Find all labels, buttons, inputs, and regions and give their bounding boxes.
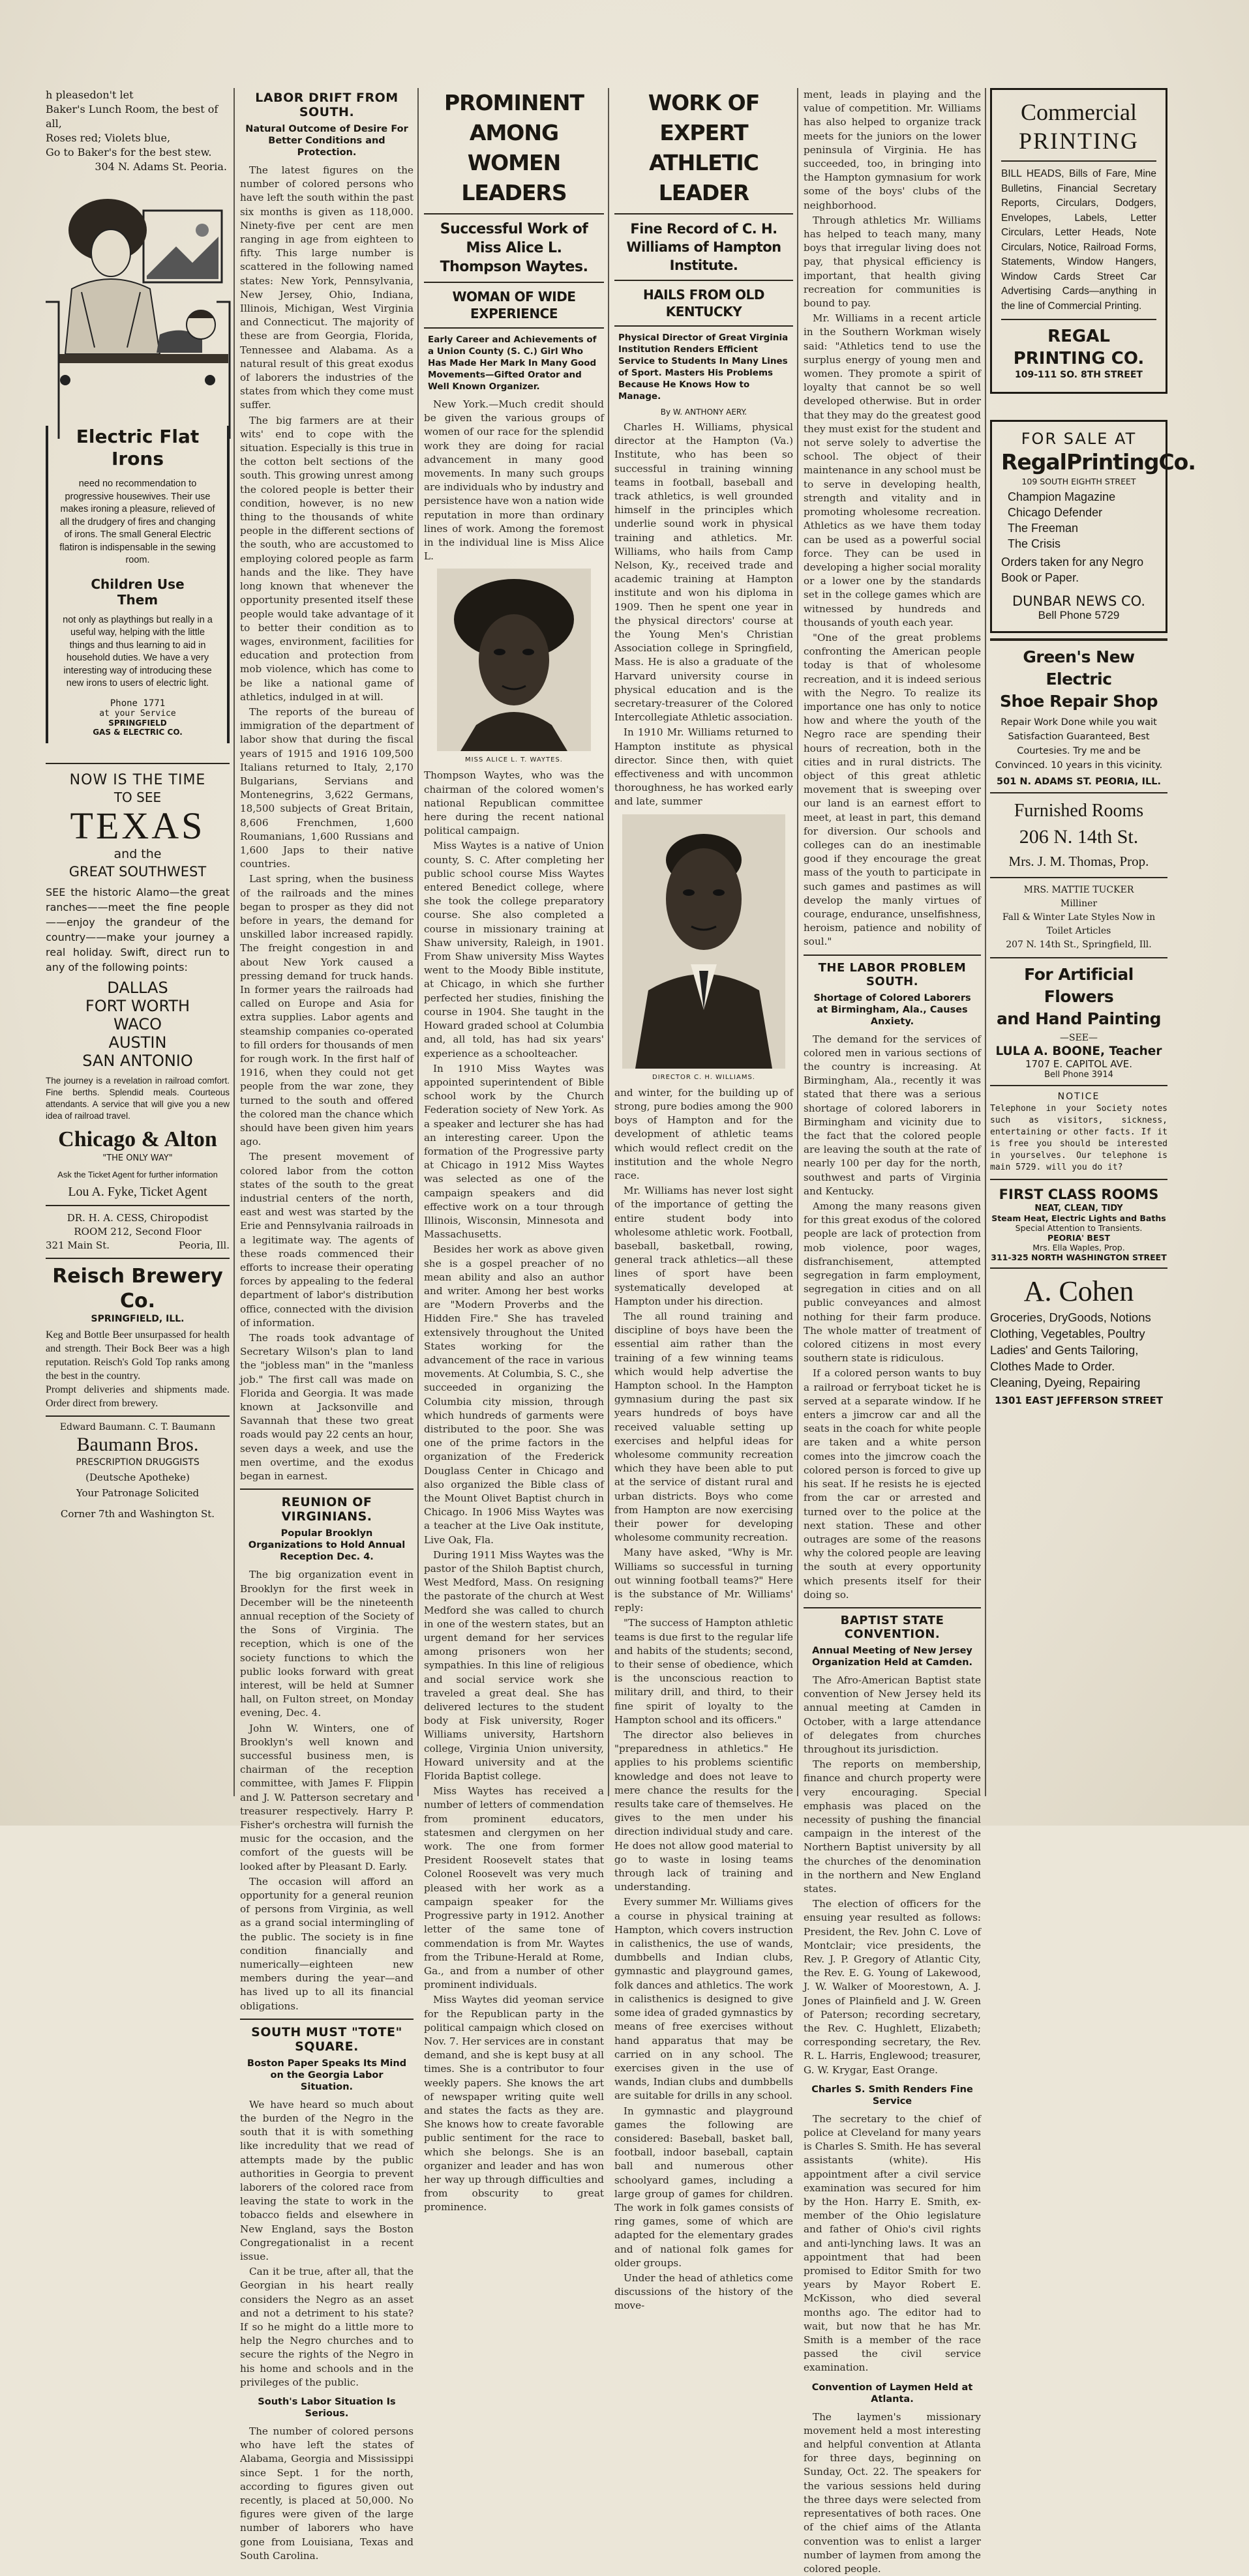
ad-title: FOR SALE AT <box>1021 430 1137 448</box>
ad-address: 321 Main St. <box>46 1239 110 1251</box>
ad-line: Special Attention to Transients. <box>1015 1223 1143 1233</box>
paragraph: New York.—Much credit should be given the various groups of women of our race for the splendid work they are doing for racial advancement in many good movements. In many such groups are individuals who by industry and persistence have won a nation wide reputation in more than ordinary lines of work. Among the foremost in the individual line is Miss Alice L. <box>424 398 604 563</box>
article-body <box>804 1033 981 1602</box>
ad-line: Ask the Ticket Agent for further information <box>57 1169 218 1179</box>
ad-company: GAS & ELECTRIC CO. <box>93 727 183 737</box>
article-body <box>240 164 414 1483</box>
ad-address: 1707 E. CAPITOL AVE. <box>1025 1058 1133 1070</box>
cess-ad <box>46 1211 230 1252</box>
city: AUSTIN <box>108 1033 167 1052</box>
article-body <box>614 421 793 809</box>
ad-company: SPRINGFIELD <box>108 718 167 728</box>
article-body <box>424 398 604 563</box>
ad-address: 207 N. 14th St., Springfield, Ill. <box>1006 940 1152 950</box>
paragraph: The occasion will afford an opportunity for a general reunion of persons from Virginia, as well as a grand social intermingling of the public. The society is in fine condition financially and numerically—eighteen new members during the year—and has lived up to all its financial obligations. <box>240 1875 414 2012</box>
paragraph: Mr. Williams has never lost sight of the importance of getting the entire student body into wholesome athletic work. Football, baseball, basketball, rowing, general track athletics—all these lines of sport have been systematically developed at Hampton under his direction. <box>614 1185 793 1307</box>
ad-line: and the <box>113 846 162 861</box>
ad-body: Keg and Bottle Beer unsurpassed for health and strength. Their Bock Beer was a high reputation. Reisch's Gold Top ranks among the best in the country. <box>46 1329 230 1382</box>
ad-body: BILL HEADS, Bills of Fare, Mine Bulletins, Financial Secretary Reports, Circulars, Dodgers, Envelopes, Labels, Letter Circulars, Letter Heads, Note Circulars, Notice, Railroad Forms, Statements, Window Hangers, Window Cards Street Car Advertising Cards—anything in the line of Commercial Printing. <box>1001 168 1156 312</box>
ad-address: 501 N. ADAMS ST. PEORIA, ILL. <box>997 777 1161 787</box>
magazine-item: Champion Magazine <box>1008 490 1116 503</box>
article-subhead: HAILS FROM OLD KENTUCKY <box>642 287 765 319</box>
ad-title: For Artificial Flowers <box>1024 965 1134 1006</box>
ad-line: 304 N. Adams St. Peoria. <box>95 160 227 173</box>
article-deck: Shortage of Colored Laborers at Birmingham, Ala., Causes Anxiety. <box>813 992 971 1027</box>
ad-line: Your Patronage Solicited <box>76 1487 200 1499</box>
ad-body: The journey is a revelation in railroad comfort. Fine berths. Splendid meals. Courteous attendants. A service that will give you a new idea of railroad travel. <box>46 1075 230 1121</box>
paragraph: ment, leads in playing and the value of competition. Mr. Williams has also helped to organize track meets for the juniors on the lower peninsula of Virginia. He has succeeded, too, in bringing into the Hampton gymnasium for work some of the boys' clubs of the neighborhood. <box>804 89 981 211</box>
shoe-repair-ad <box>990 646 1167 787</box>
ad-sub: Children Use Them <box>91 576 185 608</box>
city: SAN ANTONIO <box>82 1051 193 1070</box>
paragraph: The director also believes in "preparedness in athletics." He applies to his problems scientific knowledge and does not leave to mere chance the results for the results take care of themselves. He gives to the men under his direction individual study and care. He does not allow good material to go to waste in losing teams through lack of training and understanding. <box>614 1729 793 1893</box>
baumann-ad <box>46 1422 230 1520</box>
ad-title: A. Cohen <box>1023 1275 1134 1307</box>
ad-company: RegalPrintingCo. <box>1001 449 1196 475</box>
ad-address: 109-111 SO. 8TH STREET <box>1015 370 1143 380</box>
city-list <box>46 979 230 1070</box>
ad-body: Orders taken for any Negro Book or Paper. <box>1001 555 1144 584</box>
ad-line: (Deutsche Apotheke) <box>85 1471 190 1483</box>
magazine-item: Chicago Defender <box>1008 506 1103 519</box>
ad-body: SEE the historic Alamo—the great ranches——meet the fine people——enjoy the grandeur of the country——make your journey a real holiday. Swift, direct run to any of the following points: <box>46 885 230 973</box>
paragraph: The election of officers for the ensuing year resulted as follows: President, the Rev. John C. Love of Montclair; vice presidents, the Rev. J. P. Gregory of Atlantic City, the Rev. E. G. Young of Lakewood, J. W. Walker of Moorestown, A. J. Jones of Plainfield and J. W. Green of Paterson; recording secretary, the Rev. C. Hughlett, Elizabeth; corresponding secretary, the Rev. R. L. Harris, Englewood; treasurer, G. W. Krygar, East Orange. <box>804 1898 981 2076</box>
article-deck: Boston Paper Speaks Its Mind on the Georgia Labor Situation. <box>247 2058 407 2092</box>
for-sale-ad <box>990 420 1196 633</box>
paragraph: The latest figures on the number of colored persons who have left the south within the past six months is given as 118,000. Ninety-five per cent are men ranging in age from eighteen to fifty. This large number is scattered in the following named states: New York, Pennsylvania, New Jersey, Ohio, Indiana, Illinois, Michigan, West Virginia and Connecticut. The majority of these are from Georgia, Florida, Tennessee and Alabama. As a natural result of this great exodus of laborers the industries of the states from which they come must suffer. <box>240 164 414 411</box>
ad-phone: Bell Phone 5729 <box>1038 609 1120 621</box>
article-headline: BAPTIST STATE CONVENTION. <box>840 1613 944 1641</box>
article-body <box>424 769 604 2214</box>
ad-line: Toilet Articles <box>1046 926 1111 936</box>
paragraph: The Afro-American Baptist state convention of New Jersey held its annual meeting at Camden in October, with a large attendance of delegates from churches throughout its jurisdiction. <box>804 1674 981 1755</box>
paragraph: The laymen's missionary movement held a most interesting and helpful convention at Atlanta for three days, beginning on Sunday, Oct. 22. The speakers for the various sessions held during the three days were selected from representatives of both races. One of the chief aims of the Atlanta convention was to enlist a larger number of laymen from among the colored people. <box>804 2410 981 2575</box>
ad-address: 1301 EAST JEFFERSON STREET <box>995 1395 1163 1406</box>
ad-line: NOW IS THE TIME <box>69 771 206 788</box>
column-3 <box>424 88 604 2213</box>
ad-line: Baker's Lunch Room, the best of all, <box>46 103 218 130</box>
illustration-svg <box>46 185 230 439</box>
article-deck: South's Labor Situation Is Serious. <box>258 2397 396 2420</box>
paragraph: Miss Waytes has received a number of letters of commendation from prominent educators, statesmen and clergymen on her work. The one from former President Roosevelt states that Colonel Roosevelt was very much pleased with her work as a campaign speaker for the Progressive party in 1912. Another letter of the same tone of commendation is from Mr. Waytes from the Tribune-Herald at Rome, Ga., and from a number of other prominent individuals. <box>424 1785 604 1991</box>
paragraph: Every summer Mr. Williams gives a course in physical training at Hampton, which covers instruction in calisthenics, the use of wands, dumbbells and Indian clubs, gymnastic and playground games, folk dances and athletics. The work in calisthenics is designed to give some idea of graded gymnastics by means of free exercises without hand apparatus that may be carried on in any school. The exercises given in the use of wands, Indian clubs and dumbbells are suitable for drills in any school. <box>614 1896 793 2102</box>
ad-body: Telephone in your Society notes such as visitors, sickness, entertaining or other facts. If it is free you should be interested in yourselves. Our telephone is main 5729. will you do it? <box>990 1104 1167 1172</box>
byline: By W. ANTHONY AERY. <box>660 407 747 417</box>
article-subhead: Successful Work of Miss Alice L. Thompson Waytes. <box>440 221 588 275</box>
ad-line: Mrs. Ella Waples, Prop. <box>1032 1243 1125 1252</box>
ad-body: need no recommendation to progressive housewives. Their use makes ironing a pleasure, relieved of all the drudgery of fires and changing of irons. The small General Electric flatiron is indispensable in the sewing room. <box>59 479 216 565</box>
paragraph: Charles H. Williams, physical director at the Hampton (Va.) Institute, who has been so successful in training winning teams in football, baseball and track athletics, is well grounded himself in the principles which underlie sound work in physical training and athletics. Mr. Williams, who hails from Camp Nelson, Ky., received trade and academic training at Hampton institute and won his diploma in 1909. Then he spent one year in the physical directors' course at the Young Men's Christian Association college in Springfield, Mass. He is also a graduate of the Harvard university course in physical education and is the secretary-treasurer of the Colored Intercollegiate Athletic association. <box>614 421 793 724</box>
article-deck: Convention of Laymen Held at Atlanta. <box>811 2382 973 2405</box>
paragraph: "The success of Hampton athletic teams is due first to the regular life and habits of the students; second, to their sense of obedience, which is the unconscious reaction to military drill, and third, to their fine spirit of loyalty to the Hampton school and its officers." <box>614 1617 793 1726</box>
paragraph: The all round training and discipline of boys have been the essential aim rather than the training of a few winning teams which would help advertise the Hampton school. In the Hampton gymnasium during the past six years hundreds of boys have received valuable setting up exercises and helpful ideas for wholesome community recreation which they have been able to put at the service of distant rural and urban districts. Boys who come from Hampton are now exercising their power for developing wholesome community recreation. <box>614 1310 793 1544</box>
paragraph: The reports on membership, finance and church property were very encouraging. Special emphasis was placed on the necessity of pushing the financial campaign in the interest of the Northern Baptist university by all the churches of the denomination in the northern and New England states. <box>804 1758 981 1895</box>
ad-title: Green's New Electric <box>1023 647 1135 688</box>
railroad-name: Chicago & Alton <box>58 1127 217 1151</box>
first-class-rooms-ad <box>990 1185 1167 1262</box>
ad-title: and Hand Painting <box>996 1009 1162 1028</box>
column-rule <box>985 88 986 1796</box>
article-deck: Natural Outcome of Desire For Better Conditions and Protection. <box>245 124 408 158</box>
reisch-brewery-ad <box>46 1264 230 1410</box>
cohen-grocery-ad <box>990 1274 1167 1406</box>
portrait-svg <box>622 814 785 1069</box>
paragraph: In 1910 Miss Waytes was appointed superintendent of Bible school work by the Church Federation society of New York. As a speaker and lecturer she has had an interesting career. Upon the formation of the Progressive party at Chicago in 1912 Miss Waytes was selected as one of the campaign speakers and did effective work on a tour through Illinois, Wisconsin, Minnesota and Massachusetts. <box>424 1062 604 1241</box>
ad-line: Roses red; Violets blue, <box>46 132 171 144</box>
column-1 <box>46 88 230 1796</box>
ad-city: Peoria, Ill. <box>178 1239 230 1251</box>
city: WACO <box>113 1014 162 1033</box>
commercial-printing-ad <box>990 88 1167 394</box>
paragraph: In gymnastic and playground games the following are considered: Baseball, basket ball, football, indoor baseball, captain ball and numerous other schoolyard games, including a large group of games for children. The work in folk games consists of ring games, some of which are adapted for the elementary grades and of national folk games for older groups. <box>614 2105 793 2269</box>
article-deck: Charles S. Smith Renders Fine Service <box>811 2084 973 2107</box>
photo-caption: MISS ALICE L. T. WAYTES. <box>465 756 563 764</box>
ad-company: REGAL PRINTING CO. <box>1013 327 1145 368</box>
furnished-rooms-ad <box>990 799 1167 872</box>
ad-line: PRESCRIPTION DRUGGISTS <box>76 1457 200 1468</box>
paragraph: The big organization event in Brooklyn for the first week in December will be the nineteenth annual reception of the Society of the Sons of Virginia. The reception, which is one of the society functions to which the public looks forward with great interest, will be held at Sumner hall, on Fulton street, on Monday evening, Dec. 4. <box>240 1569 414 1719</box>
paragraph: John W. Winters, one of Brooklyn's well known and successful business men, is chairman of the reception committee, with James F. Flippin and J. W. Patterson secretary and treasurer respectively. Harry P. Fisher's orchestra will furnish the music for the occasion, and the comfort of the guests will be looked after by Pleasant D. Early. <box>240 1722 414 1873</box>
ad-line: Steam Heat, Electric Lights and Baths <box>991 1213 1166 1223</box>
column-rule <box>797 88 798 1796</box>
woman-ironing-illustration <box>46 185 230 439</box>
column-5 <box>804 88 981 2575</box>
magazine-list <box>1001 489 1156 552</box>
city: DALLAS <box>107 978 168 997</box>
paragraph: The secretary to the chief of police at Cleveland for many years is Charles S. Smith. He has several assistants (white). His appointment after a civil service examination was secured for him by the Hon. Harry E. Smith, ex-member of the Ohio legislature and father of Ohio's civil rights and anti-lynching laws. It was an appointment that had been promised to Editor Smith for two years by Mayor Robert E. McKisson, who died several months ago. The editor had to wait, but now that he has Mr. Smith is a member of the race passed the civil service examination. <box>804 2112 981 2374</box>
article-headline: REUNION OF VIRGINIANS. <box>281 1495 372 1524</box>
article-headline: SOUTH MUST "TOTE" SQUARE. <box>251 2024 402 2054</box>
ad-line: Edward Baumann. C. T. Baumann <box>59 1421 216 1432</box>
ad-title: MRS. MATTIE TUCKER <box>1023 885 1134 895</box>
paragraph: The big farmers are at their wits' end to cope with the situation. Especially is this true in the cotton belt sections of the south. This growing unrest among the colored people is better their condition, however, is no new thing to the thousands of white people in the different sections of the south, who are accustomed to employing colored people as farm hands and the like. They have long known that whenever the opportunity presented itself these people would take advantage of it to better their condition as to wages, environment, facilities for education and protection from mob violence, which has come to be like a national game of athletics, indulged in at will. <box>240 414 414 703</box>
paragraph: Under the head of athletics come discussions of the history of the move- <box>614 2272 793 2312</box>
column-rule <box>417 88 419 1796</box>
ad-address: 206 N. 14th St. <box>1019 826 1139 848</box>
column-2 <box>240 88 414 2562</box>
ad-phone: Phone 1771 <box>110 698 166 709</box>
ad-line: DR. H. A. CESS, Chiropodist <box>67 1211 209 1224</box>
ad-line: Milliner <box>1060 898 1098 909</box>
ad-title: Electric Flat Irons <box>76 426 200 469</box>
article-body <box>240 2425 414 2563</box>
article-body <box>804 2112 981 2375</box>
ad-line: NEAT, CLEAN, TIDY <box>1034 1204 1123 1213</box>
paragraph: The reports of the bureau of immigration of the department of labor show that during the fiscal years of 1915 and 1916 109,500 Italians returned to Italy, 2,170 Bulgarians, Servians and Montenegrins, 3,622 Germans, 18,500 subjects of Great Britain, 8,606 Frenchmen, 1,600 Roumanians, 1,600 Russians and 1,600 Japs to their native countries. <box>240 705 414 870</box>
photo-caption: DIRECTOR C. H. WILLIAMS. <box>652 1073 755 1081</box>
bakers-ad <box>46 88 230 174</box>
paragraph: Mr. Williams in a recent article in the Southern Workman wisely said: "Athletics tend to use the surplus energy of young men and women. They promote a spirit of loyalty that cannot be so well developed otherwise. But in order that they may do the greatest good they must exist for the student and not serve solely to advertise the school. The object of their maintenance in any school must be to serve in developing health, strength and vitality and in promoting wholesome recreation. Athletics as we have them today can be used as a powerful social force. They can be used in developing a higher social morality or a lower one by the standards set in the college games which are witnessed by hundreds and thousands of youth each year. <box>804 312 981 629</box>
article-deck: Popular Brooklyn Organizations to Hold Annual Reception Dec. 4. <box>248 1528 406 1563</box>
artificial-flowers-ad <box>990 964 1167 1080</box>
article-body <box>614 1086 793 2313</box>
ad-address: 311-325 NORTH WASHINGTON STREET <box>991 1252 1167 1262</box>
article-subhead: Fine Record of C. H. Williams of Hampton Institute. <box>626 221 781 273</box>
ad-headline: TEXAS <box>70 804 205 847</box>
ad-line <box>46 1239 230 1252</box>
article-body <box>240 1568 414 2013</box>
column-rule <box>233 88 235 1796</box>
paragraph: Miss Waytes is a native of Union county, S. C. After completing her public school course Miss Waytes entered Benedict college, where she took the college preparatory course. She also completed a course in missionary training at Shaw university, Raleigh, in 1901. From Shaw university Miss Waytes went to the Moody Bible institute, at Chicago, in which she further perfected her studies, finishing the course in 1904. She taught in the Howard graded school at Columbia and, all told, has had six years' experience as a schoolteacher. <box>424 840 604 1059</box>
paragraph: Besides her work as above given she is a gospel preacher of no mean ability and also an author and writer. Among her best works are "Modern Proverbs and the Hidden Fire." She has traveled extensively throughout the United States working for the advancement of the race in various movements. At Columbia, S. C., she succeeded in organizing the Columbia city mission, through which hundreds of garments were distributed to the poor. She was one of the prime factors in the organization of the Frederick Douglass Center in Chicago and also organized the Bible class of the Mount Olivet Baptist church in Chicago. In 1906 Miss Waytes was a teacher at the Live Oak institute, Live Oak, Fla. <box>424 1243 604 1546</box>
ad-title: FIRST CLASS ROOMS <box>999 1187 1159 1202</box>
ad-body: Groceries, DryGoods, Notions Clothing, Vegetables, Poultry Ladies' and Gents Tailoring, Clothes Made to Order. Cleaning, Dyeing, Repairing <box>990 1310 1151 1389</box>
magazine-item: The Crisis <box>1008 537 1061 550</box>
portrait-svg <box>437 569 591 751</box>
texas-ad <box>46 772 230 1200</box>
paragraph: Thompson Waytes, who was the chairman of the colored women's national Republican committee here during the recent national political campaign. <box>424 769 604 837</box>
article-deck: Physical Director of Great Virginia Institution Renders Efficient Service to Students In Many Lines of Sport. Masters His Problems Because He Knows How to Manage. <box>618 333 789 402</box>
ad-city: SPRINGFIELD, ILL. <box>91 1313 185 1324</box>
article-deck: Annual Meeting of New Jersey Organization Held at Camden. <box>811 1645 973 1668</box>
article-headline: THE LABOR PROBLEM SOUTH. <box>818 960 967 988</box>
article-body <box>240 2098 414 2390</box>
ad-line: Corner 7th and Washington St. <box>60 1507 215 1520</box>
ad-title: Reisch Brewery Co. <box>52 1264 223 1312</box>
ad-line: Go to Baker's for the best stew. <box>46 146 212 158</box>
ad-line: "THE ONLY WAY" <box>102 1153 173 1163</box>
ad-company: DUNBAR NEWS CO. <box>1012 593 1146 609</box>
ad-service: at your Service <box>99 708 176 718</box>
column-rule <box>608 88 609 1796</box>
portrait-photo <box>437 569 591 751</box>
ad-name: LULA A. BOONE, Teacher <box>995 1044 1162 1058</box>
ad-title: Shoe Repair Shop <box>999 692 1158 711</box>
ad-line: h pleasedon't let <box>46 89 134 101</box>
magazine-item: The Freeman <box>1008 522 1079 535</box>
paragraph: Through athletics Mr. Williams has helped to teach many, many boys that irregular living does not pay, that physical efficiency is important, that health giving recreation for communities is bound to pay. <box>804 214 981 310</box>
paragraph: The roads took advantage of Secretary Wilson's plan to land the "jobless man" in the "manless job." The first call was made on Florida and Georgia. It was made known at Jacksonville and Savannah that these two great roads would pay 22 cents an hour, seven days a week, and use the men overtime, and the exodus began in earnest. <box>240 1332 414 1483</box>
portrait-photo <box>622 814 785 1069</box>
ad-line: PEORIA' BEST <box>1047 1233 1111 1243</box>
electric-flat-irons-ad <box>46 426 230 743</box>
ad-body: Prompt deliveries and shipments made. Order direct from brewery. <box>46 1384 230 1409</box>
paragraph: "One of the great problems confronting the American people today is that of wholesome recreation, and it is indeed serious with the Negro. To realize its importance one has only to notice how and where the youth of the Negro race are spending their hours of recreation, both in the cities and in rural districts. The object of this great athletic movement that is sweeping over our land is an earnest effort to meet, at least in part, this demand for diversion. Our schools and colleges can do an inestimable good if they encourage the great mass of the youth to participate in such games and pastimes as will develop the manly virtues of courage, endurance, unselfishness, heroism, patience and nobility of soul." <box>804 631 981 948</box>
article-headline: WORK OF EXPERT ATHLETIC LEADER <box>648 90 760 205</box>
ad-line: —SEE— <box>1059 1033 1098 1043</box>
paragraph: Miss Waytes did yeoman service for the Republican party in the political campaign which closed on Nov. 7. Her services are in constant demand, and she is kept busy at all times. She is a contributor to four weekly papers. She knows the art of newspaper writing quite well and states the facts as they are. She knows how to create favorable public sentiment for the race to which she belongs. She is an organizer and leader and has won her way up through difficulties and from obscurity to great prominence. <box>424 1994 604 2213</box>
article-body <box>804 2410 981 2576</box>
article-headline: PROMINENT AMONG WOMEN LEADERS <box>444 90 584 205</box>
ad-title: PRINTING <box>1019 128 1139 154</box>
article-body <box>804 1674 981 2077</box>
article-headline: LABOR DRIFT FROM SOUTH. <box>255 91 399 119</box>
ad-phone: Bell Phone 3914 <box>1044 1070 1113 1080</box>
ad-line: TO SEE <box>113 789 162 805</box>
paragraph: In 1910 Mr. Williams returned to Hampton institute as physical director. Since then, with quiet effectiveness and with uncommon thoroughness, he has worked early and late, summer <box>614 726 793 808</box>
paragraph: During 1911 Miss Waytes was the pastor of the Shiloh Baptist church, West Medford, Mass. On resigning the pastorate of the church at West Medford she was called to church in one of the western states, but an urgent demand for her services among prisoners won her sympathies. In this line of religious and social service work she traveled a great deal. She has delivered lectures to the student body at Fisk university, Roger Williams university, Hartshorn college, Virginia Union university, Howard university and at the Florida Baptist college. <box>424 1548 604 1783</box>
paragraph: The number of colored persons who have left the states of Alabama, Georgia and Mississippi since Sept. 1 for the north, according to figures given out recently, is placed at 50,000. No figures were given of the large number of laborers who have gone from Louisiana, Texas and South Carolina. <box>240 2425 414 2562</box>
ad-title: NOTICE <box>1057 1091 1100 1102</box>
ad-line: Fall & Winter Late Styles Now in <box>1002 912 1156 923</box>
paragraph: Among the many reasons given for this great exodus of the colored people are lack of protection from mob violence, poor wages, disfranchisement, attempted segregation in farm employment, segregation in cities and on all public conveyances and almost nothing for their farm produce. The whole matter of treatment of colored citizens in most every southern state is ridiculous. <box>804 1200 981 1365</box>
ad-title: Baumann Bros. <box>76 1433 199 1455</box>
ad-body: Repair Work Done while you wait Satisfaction Guaranteed, Best Courtesies. Try me and be Convinced. 10 years in this vicinity. <box>995 717 1163 771</box>
column-6 <box>990 88 1196 1796</box>
ad-line: Lou A. Fyke, Ticket Agent <box>68 1184 207 1199</box>
ad-body: not only as playthings but really in a useful way, helping with the little things and thus learning to aid in household duties. We have a very interesting way of introducing these new irons to users of electric light. <box>63 614 213 688</box>
ad-line: ROOM 212, Second Floor <box>74 1225 202 1237</box>
notice-ad <box>990 1091 1167 1174</box>
column-4 <box>614 88 793 2312</box>
ad-line: GREAT SOUTHWEST <box>68 863 207 880</box>
paragraph: Last spring, when the business of the railroads and the mines began to prosper as they did not before in years, the demand for unskilled labor increased rapidly. The freight congestion in and about New York caused a pressing demand for truck hands. In former years the railroads had called on Europe and Asia for extra supplies. Labor agents and steamship companies co-operated to fill orders for thousands of men for rough work. In the first half of 1916, when they could not get people from the war zone, they turned to the south and offered the colored man the chance which should have been given him years ago. <box>240 873 414 1148</box>
ad-title: Commercial <box>1021 99 1137 125</box>
article-body <box>804 88 981 949</box>
ad-title: Furnished Rooms <box>1014 801 1144 821</box>
paragraph: Many have asked, "Why is Mr. Williams so successful in turning out winning football teams?" Here is the substance of Mr. Williams' reply: <box>614 1547 793 1614</box>
paragraph: The present movement of colored labor from the cotton states of the south to the great industrial centers of the north, east and west was started by the Erie and Pennsylvania railroads in a legitimate way. The agents of these roads commenced their efforts to increase their operating forces by appealing to the federal department of labor's distribution office, connected with the division of information. <box>240 1151 414 1329</box>
ad-address: 109 SOUTH EIGHTH STREET <box>1021 477 1136 486</box>
paragraph: We have heard so much about the burden of the Negro in the south that it is with something like incredulity that we read of attempts made by the public authorities in Georgia to prevent laborers of the colored race from leaving the state to work in the tobacco fields and elsewhere in New England, says the Boston Congregationalist in a recent issue. <box>240 2098 414 2263</box>
article-deck: Early Career and Achievements of a Union County (S. C.) Girl Who Has Made Her Mark In Many Good Movements—Gifted Orator and Well Known Organizer. <box>428 334 597 392</box>
milliner-ad <box>990 883 1167 952</box>
ad-line: Mrs. J. M. Thomas, Prop. <box>1008 853 1149 869</box>
paragraph: If a colored person wants to buy a railroad or ferryboat ticket he is served at a separate window. If he enters a jimcrow car and all the seats in the coach for white people are taken and a white person comes into the jimcrow coach the colored person is forced to give up his seat. If he resists he is ejected from the car or arrested and turned over to the police at the next station. These and other outrages are some of the reasons why the colored people are leaving the south at every opportunity which presents itself for their doing so. <box>804 1367 981 1601</box>
paragraph: The demand for the services of colored men in various sections of the country is increasing. At Birmingham, Ala., recently it was stated that there was a serious shortage of colored laborers in Birmingham and vicinity due to the fact that the colored people are leaving the south at the rate of nearly 100 per day for the north, southwest and parts of Virginia and Kentucky. <box>804 1033 981 1197</box>
city: FORT WORTH <box>85 996 190 1015</box>
article-subhead: WOMAN OF WIDE EXPERIENCE <box>452 289 576 321</box>
paragraph: Can it be true, after all, that the Georgian in his heart really considers the Negro as an asset and not a detriment to his state? If so he might do a little more to help the Negro churches and to secure the rights of the Negro in his home and schools and in the privileges of the public. <box>240 2266 414 2388</box>
paragraph: and winter, for the building up of strong, pure bodies among the 900 boys of Hampton and for the development of athletic teams which would reflect credit on the institution and the whole Negro race. <box>614 1086 793 1181</box>
